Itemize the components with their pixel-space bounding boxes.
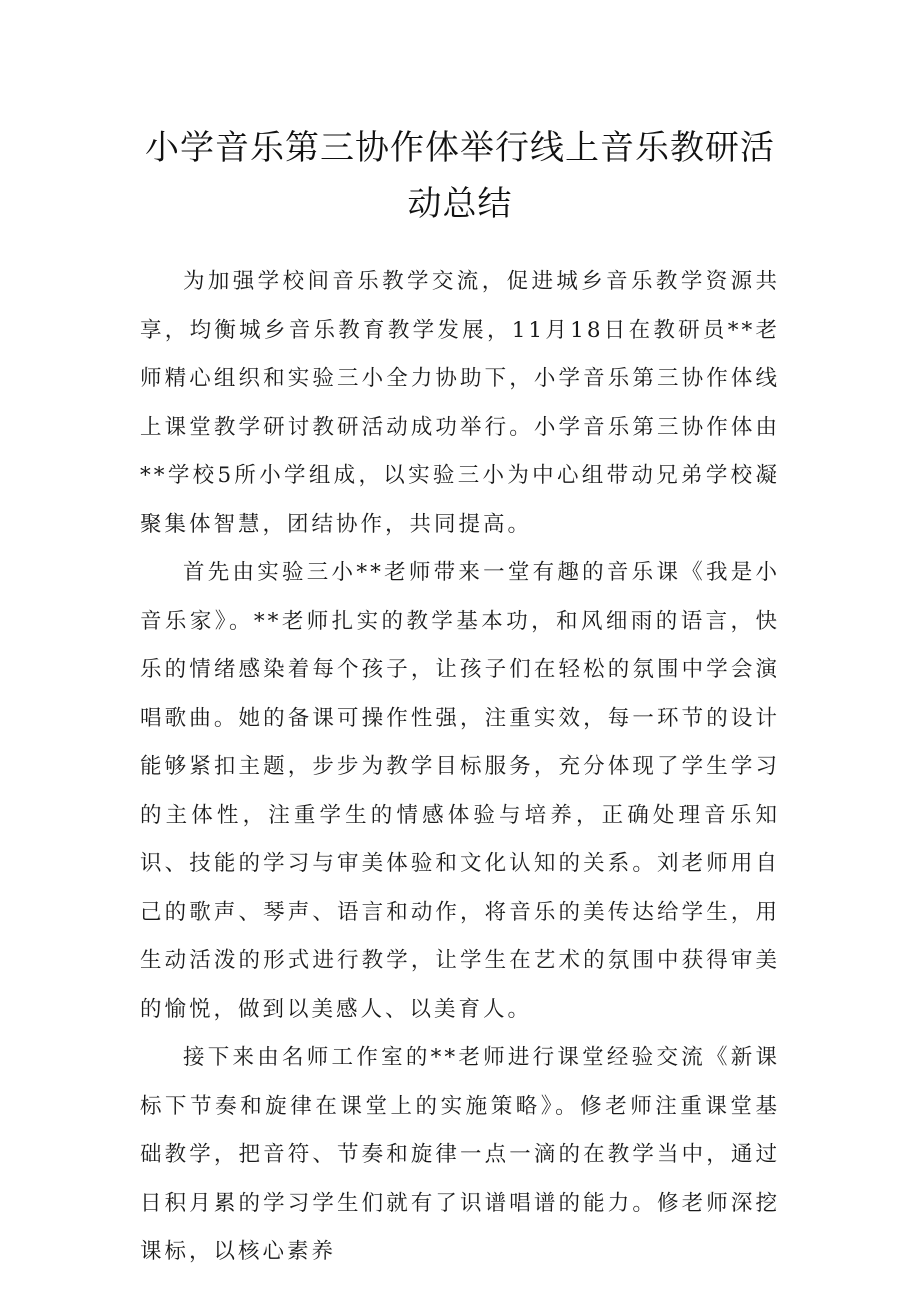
document-title (120, 120, 800, 232)
paragraph-2: 首先由实验三小**老师带来一堂有趣的音乐课《我是小音乐家》。**老师扎实的教学基本功，和风细雨的语言，快乐的情绪感染着每个孩子，让孩子们在轻松的氛围中学会演唱歌曲。她的备课可操作性强，注重实效，每一环节的设计能够紧扣主题，步步为教学目标服务，充分体现了学生学习的主体性，注重学生的情感体验与培养，正确处理音乐知识、技能的学习与审美体验和文化认知的关系。刘老师用自己的歌声、琴声、语言和动作，将音乐的美传达给学生，用生动活泼的形式进行教学，让学生在艺术的氛围中获得审美的愉悦，做到以美感人、以美育人。 (140, 560, 780, 1022)
paragraph-3: 接下来由名师工作室的**老师进行课堂经验交流《新课标下节奏和旋律在课堂上的实施策略》。修老师注重课堂基础教学，把音符、节奏和旋律一点一滴的在教学当中，通过日积月累的学习学生们就有了识谱唱谱的能力。修老师深挖课标，以核心素养 (140, 1045, 780, 1264)
paragraph-1: 为加强学校间音乐教学交流，促进城乡音乐教学资源共享，均衡城乡音乐教育教学发展，11月18日在教研员**老师精心组织和实验三小全力协助下，小学音乐第三协作体线上课堂教学研讨教研活动成功举行。小学音乐第三协作体由**学校5所小学组成，以实验三小为中心组带动兄弟学校凝聚集体智慧，团结协作，共同提高。 (140, 269, 780, 537)
title-line-1: 小学音乐第三协作体举行线上音乐教研活 (145, 128, 775, 168)
document-body (140, 258, 780, 1277)
title-line-2: 动总结 (407, 184, 513, 224)
